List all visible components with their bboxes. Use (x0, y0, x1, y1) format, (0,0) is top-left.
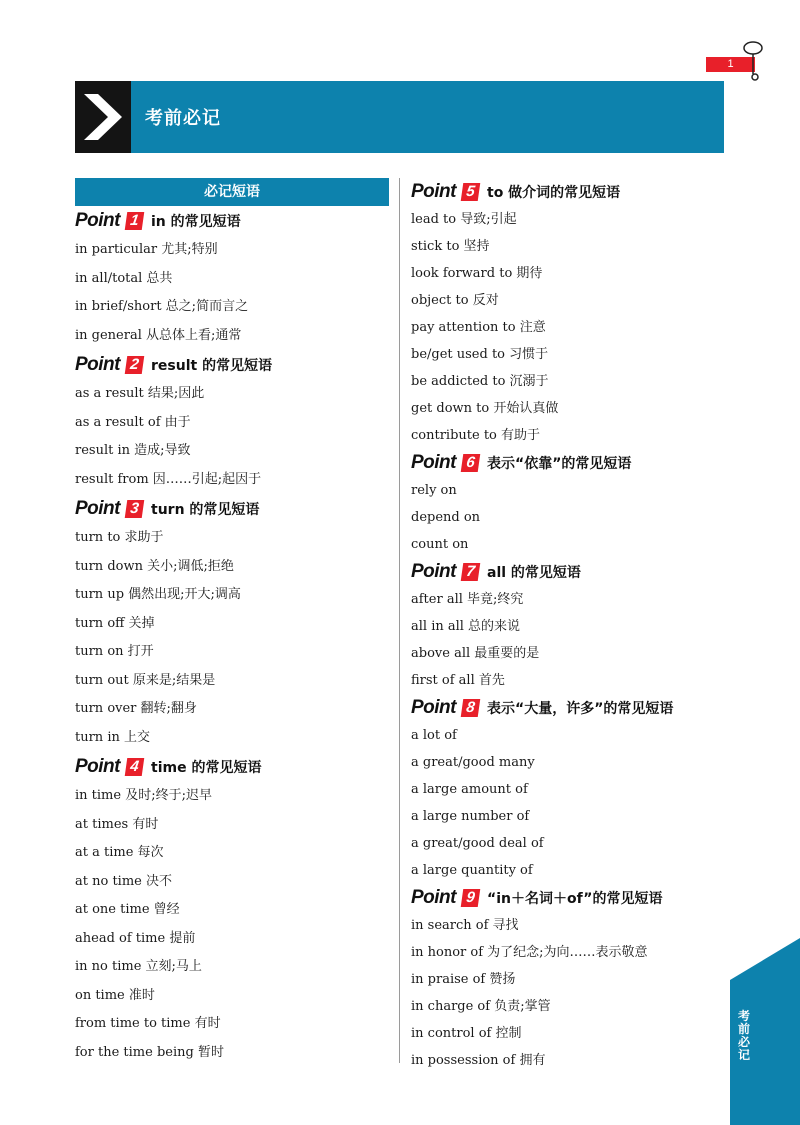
phrase-item: from time to time 有时 (75, 1016, 221, 1031)
point-heading (75, 752, 389, 782)
phrase-item: at no time 决不 (75, 873, 172, 889)
phrase-item: turn over 翻转;翻身 (75, 701, 197, 716)
chapter-title: 考前必记 (145, 108, 221, 129)
point-title: 表示“依靠”的常见短语 (487, 456, 632, 472)
phrase-item: at one time 曾经 (75, 902, 180, 917)
phrase-item: in praise of 赞扬 (411, 972, 516, 987)
point-title: turn 的常见短语 (151, 502, 260, 518)
point-title: all 的常见短语 (487, 565, 581, 581)
phrase-item: in general 从总体上看;通常 (75, 327, 242, 343)
point-heading (411, 694, 731, 722)
phrase-item: stick to 坚持 (411, 239, 490, 254)
phrase-item: as a result 结果;因此 (75, 386, 205, 401)
phrase-item: at times 有时 (75, 816, 159, 832)
point-number: 3 (125, 500, 145, 518)
point-title: 表示“大量，许多”的常见短语 (487, 701, 674, 717)
point-label: Point (411, 181, 456, 202)
phrase-item: a large number of (411, 809, 530, 824)
phrase-item: be/get used to 习惯于 (411, 347, 549, 362)
side-tab-label: 考前必记 (737, 1009, 750, 1062)
point-title: in 的常见短语 (151, 214, 241, 230)
point-number: 1 (125, 212, 145, 230)
phrase-item: in particular 尤其;特别 (75, 242, 218, 257)
phrase-item: a great/good many (411, 755, 535, 770)
phrase-item: in time 及时;终于;迟早 (75, 788, 212, 803)
phrase-item: turn out 原来是;结果是 (75, 672, 216, 688)
point-label: Point (75, 498, 120, 519)
phrase-item: in search of 寻找 (411, 918, 519, 933)
point-heading (411, 558, 731, 586)
phrase-item: all in all 总的来说 (411, 619, 521, 634)
phrase-item: depend on (411, 510, 481, 525)
point-heading (75, 494, 389, 524)
phrase-item: turn in 上交 (75, 729, 150, 745)
point-number: 8 (461, 699, 481, 717)
phrase-item: turn down 关小;调低;拒绝 (75, 558, 234, 574)
point-heading (75, 206, 389, 236)
phrase-item: in control of 控制 (411, 1026, 522, 1041)
phrase-item: ahead of time 提前 (75, 930, 196, 946)
phrase-item: count on (411, 537, 469, 552)
phrase-item: first of all 首先 (411, 673, 505, 688)
phrase-item: in possession of 拥有 (411, 1053, 546, 1068)
point-label: Point (75, 354, 120, 375)
phrase-item: turn off 关掉 (75, 615, 155, 631)
phrase-item: at a time 每次 (75, 845, 164, 860)
point-title: to 做介词的常见短语 (487, 185, 621, 201)
point-label: Point (411, 697, 456, 718)
phrase-item: in charge of 负责;掌管 (411, 999, 551, 1014)
chapter-banner (75, 81, 724, 153)
phrase-item: object to 反对 (411, 293, 499, 308)
point-label: Point (75, 210, 120, 231)
point-number: 9 (461, 889, 481, 907)
point-label: Point (411, 887, 456, 908)
phrase-item: rely on (411, 483, 457, 498)
phrase-item: turn on 打开 (75, 644, 154, 659)
phrase-item: a great/good deal of (411, 836, 544, 851)
phrase-item: on time 准时 (75, 987, 155, 1003)
point-label: Point (75, 756, 120, 777)
phrase-item: above all 最重要的是 (411, 646, 540, 661)
phrase-item: be addicted to 沉溺于 (411, 374, 549, 389)
point-number: 5 (461, 183, 481, 201)
point-number: 7 (461, 563, 481, 581)
point-label: Point (411, 452, 456, 473)
point-heading (411, 884, 731, 912)
phrase-item: turn up 偶然出现;开大;调高 (75, 587, 241, 602)
phrase-item: a lot of (411, 728, 457, 743)
point-heading (411, 449, 731, 477)
section-heading: 必记短语 (75, 178, 389, 206)
phrase-item: a large quantity of (411, 863, 533, 878)
point-label: Point (411, 561, 456, 582)
point-heading (75, 350, 389, 380)
point-heading (411, 178, 731, 206)
phrase-item: look forward to 期待 (411, 266, 543, 281)
point-number: 4 (125, 758, 145, 776)
phrase-item: turn to 求助于 (75, 530, 164, 545)
phrase-item: as a result of 由于 (75, 414, 191, 430)
phrase-item: in brief/short 总之;简而言之 (75, 299, 249, 314)
phrase-item: for the time being 暂时 (75, 1044, 224, 1060)
right-column (411, 178, 731, 1074)
point-number: 6 (461, 454, 481, 472)
mascot-icon (741, 40, 765, 82)
phrase-item: contribute to 有助于 (411, 428, 541, 443)
phrase-item: a large amount of (411, 782, 528, 797)
left-column (75, 178, 389, 1067)
column-divider (399, 178, 400, 1063)
point-title: time 的常见短语 (151, 760, 262, 776)
phrase-item: pay attention to 注意 (411, 320, 546, 335)
phrase-item: result in 造成;导致 (75, 443, 191, 458)
point-title: “in＋名词＋of”的常见短语 (487, 891, 663, 907)
phrase-item: get down to 开始认真做 (411, 401, 559, 416)
phrase-item: in honor of 为了纪念;为向……表示敬意 (411, 945, 648, 960)
phrase-item: in no time 立刻;马上 (75, 959, 202, 974)
phrase-item: lead to 导致;引起 (411, 212, 517, 227)
page-number: 1 (706, 57, 755, 72)
phrase-item: result from 因……引起;起因于 (75, 471, 262, 487)
phrase-item: after all 毕竟;终究 (411, 592, 524, 607)
point-title: result 的常见短语 (151, 358, 273, 374)
point-number: 2 (125, 356, 145, 374)
phrase-item: in all/total 总共 (75, 270, 173, 286)
chevron-right-icon (75, 81, 131, 153)
